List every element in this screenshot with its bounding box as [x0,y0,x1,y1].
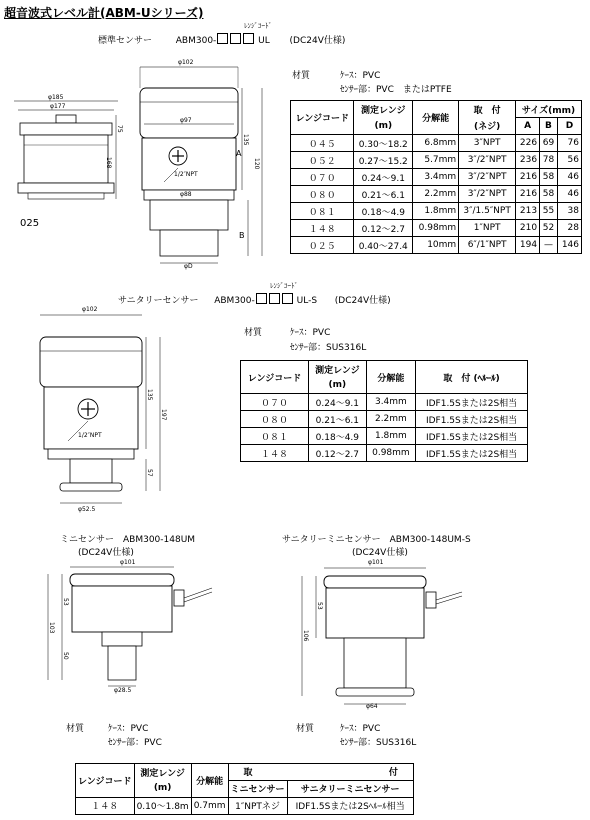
table-row [291,220,582,237]
smini-dim-64: φ64 [366,703,378,710]
table-cell: 0.27～15.2 [354,152,413,169]
table-cell: 0.24～9.1 [354,169,413,186]
table-row [291,203,582,220]
table-cell: 194 [516,237,540,254]
smini-dim-101: φ101 [368,559,384,566]
std-drawing-small [10,95,125,225]
table-cell: 76 [557,135,581,152]
std-h-code: レンジコード [291,101,354,135]
b-h-res: 分解能 [191,764,228,798]
smini-case: ｹｰｽ：PVC [340,724,381,734]
table-row [241,411,528,428]
std-model-suffix: UL [258,36,270,46]
table-cell: ０２５ [291,237,354,254]
std-drawing-main [130,58,275,273]
table-cell: 0.12～2.7 [309,445,367,462]
table-cell: 10mm [413,237,459,254]
table-cell: 1″NPT [459,220,516,237]
table-cell: 0.24～9.1 [309,394,367,411]
san-h-range: 測定レンジ [309,361,367,378]
table-cell: 38 [557,203,581,220]
san-h-m: (m) [309,377,367,394]
table-cell: 213 [516,203,540,220]
dim-B: B [239,231,245,240]
table-cell: 146 [557,237,581,254]
b-cell-res: 0.7mm [191,797,228,814]
smini-heading: サニタリーミニセンサー ABM300-148UM-S [282,535,471,545]
table-row [291,135,582,152]
smini-dim-106: 106 [302,630,309,642]
mini-dim-28: φ28.5 [114,687,132,694]
b-h-code: レンジコード [76,764,135,798]
table-cell: 3″NPT [459,135,516,152]
table-cell: ０５２ [291,152,354,169]
san-h-res: 分解能 [366,361,415,394]
std-h-B: B [540,118,558,135]
page-title: 超音波式レベル計(ABM-Uシリーズ) [4,6,204,20]
dim-120: 120 [253,158,260,170]
table-cell: 46 [557,169,581,186]
bottom-table [75,763,414,815]
table-row [76,797,414,814]
table-cell: IDF1.5Sまたは2S相当 [416,411,528,428]
san-heading: サニタリーセンサー [118,296,199,306]
dim-D: φD [184,263,193,270]
std-h-D: D [557,118,581,135]
b-h-mount-b: 付 [388,768,398,779]
std-sensor: ｾﾝｻｰ部：PVC またはPTFE [340,85,452,95]
table-cell: ０４５ [291,135,354,152]
table-cell: 6″/1″NPT [459,237,516,254]
table-cell: ０７０ [241,394,309,411]
npt-label: 1/2″NPT [174,171,198,178]
std-ruby: ﾚﾝｼﾞｺｰﾄﾞ [244,22,272,30]
b-h-m: (m) [134,780,191,797]
table-cell: 69 [540,135,558,152]
dim-102: φ102 [178,59,194,66]
table-cell: 0.18～4.9 [354,203,413,220]
table-cell: 3″/1.5″NPT [459,203,516,220]
san-h-mount: 取 付 (ﾍﾙｰﾙ) [416,361,528,394]
b-h-smini: サニタリーミニセンサー [287,780,413,797]
b-h-mount-a: 取 [243,768,253,779]
table-cell: ０８０ [241,411,309,428]
san-spec-label: 材質 [244,328,263,338]
table-row [241,445,528,462]
san-sensor: ｾﾝｻｰ部：SUS316L [290,343,367,353]
table-cell: 56 [557,152,581,169]
table-cell: 0.18～4.9 [309,428,367,445]
b-h-mini: ミニセンサー [228,780,287,797]
std-h-res: 分解能 [413,101,459,135]
table-cell: 3″/2″NPT [459,169,516,186]
table-cell: 0.30～18.2 [354,135,413,152]
smini-sensor: ｾﾝｻｰ部：SUS316L [340,738,417,748]
san-dim-102: φ102 [82,306,98,313]
std-h-A: A [516,118,540,135]
table-cell: 0.12～2.7 [354,220,413,237]
table-cell: ０８１ [241,428,309,445]
dim-75: 75 [116,125,123,133]
table-row [291,152,582,169]
dim-135: 135 [242,134,249,146]
table-cell: 236 [516,152,540,169]
table-cell: 3.4mm [413,169,459,186]
table-cell: １４８ [291,220,354,237]
std-spec-label: 材質 [292,71,311,81]
table-cell: 216 [516,169,540,186]
table-cell: 210 [516,220,540,237]
table-cell: 3.4mm [366,394,415,411]
table-row [291,169,582,186]
table-cell: 0.98mm [366,445,415,462]
smini-drawing [290,558,470,718]
std-model-line [98,33,345,46]
table-cell: 78 [540,152,558,169]
mini-voltage: (DC24V仕様) [78,548,134,558]
std-table [290,100,582,254]
std-h-range: 測定レンジ [354,101,413,118]
table-cell: 52 [540,220,558,237]
table-cell: 2.2mm [413,186,459,203]
san-model-suffix: UL-S [296,296,318,306]
san-dim-135: 135 [146,389,153,401]
table-cell: 28 [557,220,581,237]
table-row [291,237,582,254]
dim-88: φ88 [180,191,192,198]
table-cell: 58 [540,186,558,203]
table-row [291,186,582,203]
table-cell: 1.8mm [366,428,415,445]
table-cell: １４８ [241,445,309,462]
table-cell: 2.2mm [366,411,415,428]
std-h-size: サイズ(mm) [516,101,582,118]
table-row [241,394,528,411]
std-h-m: (m) [354,118,413,135]
table-cell: 5.7mm [413,152,459,169]
table-cell: 0.21～6.1 [354,186,413,203]
table-cell: 216 [516,186,540,203]
table-cell: 3″/2″NPT [459,152,516,169]
std-h-mount: 取 付 [459,101,516,118]
san-model-prefix: ABM300- [214,296,255,306]
table-cell: 0.98mm [413,220,459,237]
dim-97: φ97 [180,117,192,124]
b-cell-range: 0.10～1.8m [134,797,191,814]
table-cell: 0.40～27.4 [354,237,413,254]
table-cell: ０８０ [291,186,354,203]
smini-voltage: (DC24V仕様) [352,548,408,558]
mini-heading: ミニセンサー ABM300-148UM [60,535,196,545]
b-cell-smini: IDF1.5Sまたは2Sﾍﾙｰﾙ相当 [287,797,413,814]
table-cell: ０７０ [291,169,354,186]
san-dim-197: 197 [160,409,167,421]
mini-dim-101: φ101 [120,559,136,566]
table-cell: — [540,237,558,254]
table-cell: 3″/2″NPT [459,186,516,203]
san-npt-label: 1/2″NPT [78,432,102,439]
san-table [240,360,528,462]
table-cell: 0.21～6.1 [309,411,367,428]
table-cell: IDF1.5Sまたは2S相当 [416,428,528,445]
san-drawing [30,305,170,520]
std-drawing-label: 025 [20,218,40,229]
table-cell: 1.8mm [413,203,459,220]
dim-177: φ177 [50,103,66,110]
table-cell: ０８１ [291,203,354,220]
table-cell: 58 [540,169,558,186]
table-cell: IDF1.5Sまたは2S相当 [416,394,528,411]
smini-dim-53: 53 [316,602,323,610]
table-cell: 6.8mm [413,135,459,152]
mini-sensor: ｾﾝｻｰ部：PVC [108,738,162,748]
san-h-code: レンジコード [241,361,309,394]
table-cell: 55 [540,203,558,220]
std-heading: 標準センサー [98,36,153,46]
mini-dim-103: 103 [48,622,55,634]
smini-spec-label: 材質 [296,724,315,734]
san-dim-57: 57 [146,469,153,477]
mini-spec-label: 材質 [66,724,85,734]
san-case: ｹｰｽ：PVC [290,328,331,338]
mini-drawing [40,558,220,708]
b-cell-code: １４８ [76,797,135,814]
mini-dim-53: 53 [62,598,69,606]
mini-case: ｹｰｽ：PVC [108,724,149,734]
table-cell: 226 [516,135,540,152]
std-case: ｹｰｽ：PVC [340,71,381,81]
dim-168: 168 [105,157,112,169]
dim-A: A [236,149,242,158]
b-h-range: 測定レンジ [134,764,191,781]
san-voltage: (DC24V仕様) [334,296,391,306]
mini-dim-50: 50 [62,652,69,660]
std-h-screw: (ネジ) [459,118,516,135]
table-cell: IDF1.5Sまたは2S相当 [416,445,528,462]
b-cell-mini: 1″NPTネジ [228,797,287,814]
std-model-prefix: ABM300- [175,36,217,46]
san-ruby: ﾚﾝｼﾞｺｰﾄﾞ [270,282,298,290]
dim-185: φ185 [48,94,64,101]
std-voltage: (DC24V仕様) [289,36,346,46]
b-h-mount [228,764,413,781]
table-row [241,428,528,445]
table-cell: 46 [557,186,581,203]
san-dim-52: φ52.5 [78,506,96,513]
